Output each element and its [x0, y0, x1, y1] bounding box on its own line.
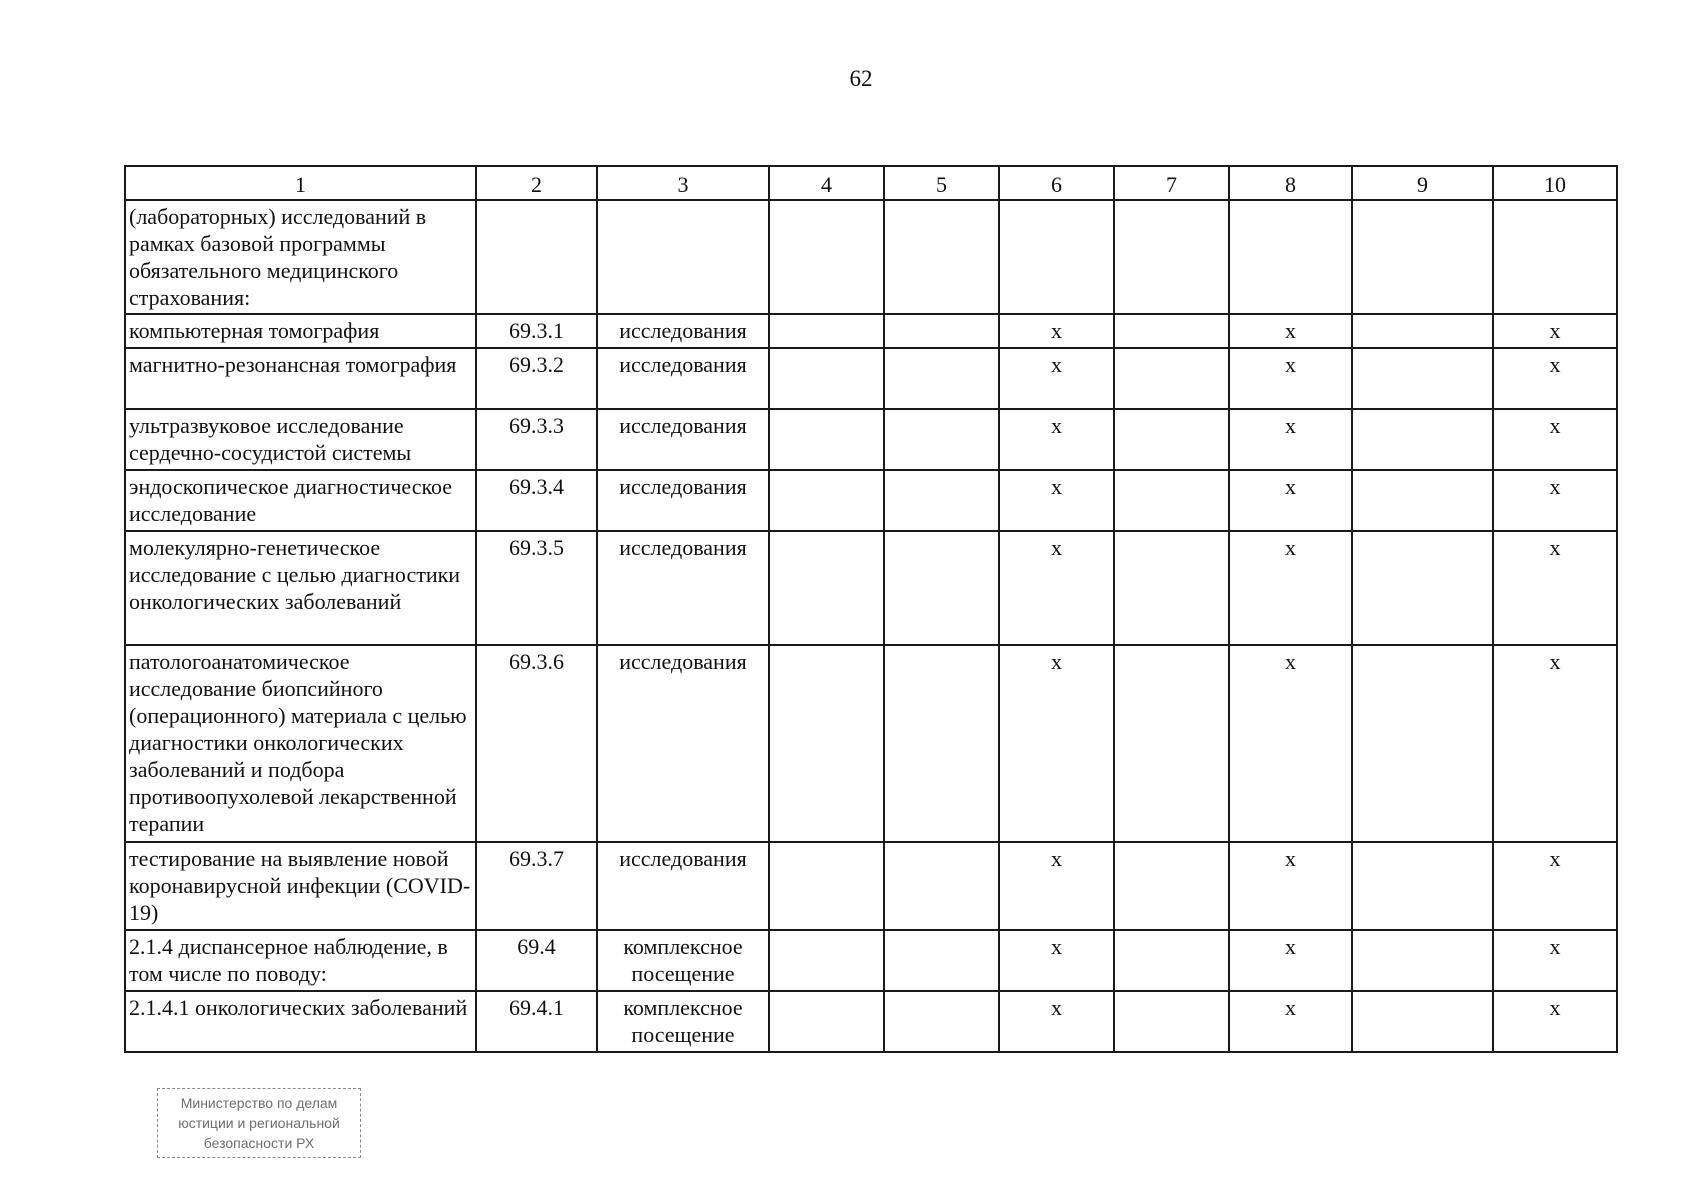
row-code: 69.3.5	[476, 531, 597, 645]
row-cell-8: х	[1229, 531, 1352, 645]
row-code: 69.3.7	[476, 842, 597, 930]
header-cell-10: 10	[1493, 166, 1617, 200]
row-name: молекулярно-генетическое исследование с целью диагностики онкологических заболеваний	[125, 531, 476, 645]
row-cell-4	[769, 842, 884, 930]
row-cell-8	[1229, 200, 1352, 314]
row-unit: исследования	[597, 348, 769, 409]
row-cell-6: х	[999, 470, 1114, 531]
row-cell-7	[1114, 842, 1229, 930]
row-name: (лабораторных) исследований в рамках базовой программы обязательного медицинского страхования:	[125, 200, 476, 314]
header-cell-4: 4	[769, 166, 884, 200]
row-cell-9	[1352, 531, 1493, 645]
row-cell-7	[1114, 348, 1229, 409]
row-cell-5	[884, 531, 999, 645]
row-cell-8: х	[1229, 470, 1352, 531]
row-cell-4	[769, 200, 884, 314]
table-row	[125, 842, 1617, 930]
row-cell-7	[1114, 470, 1229, 531]
row-cell-4	[769, 645, 884, 842]
row-cell-10: х	[1493, 531, 1617, 645]
row-cell-5	[884, 409, 999, 470]
row-cell-10: х	[1493, 470, 1617, 531]
row-cell-9	[1352, 645, 1493, 842]
row-cell-8: х	[1229, 645, 1352, 842]
row-cell-5	[884, 842, 999, 930]
row-name: тестирование на выявление новой коронавирусной инфекции (COVID-19)	[125, 842, 476, 930]
row-cell-4	[769, 991, 884, 1052]
row-cell-4	[769, 348, 884, 409]
table-row	[125, 531, 1617, 645]
row-cell-5	[884, 930, 999, 991]
row-name: компьютерная томография	[125, 314, 476, 348]
row-cell-9	[1352, 314, 1493, 348]
row-cell-9	[1352, 348, 1493, 409]
row-code: 69.3.2	[476, 348, 597, 409]
row-cell-9	[1352, 470, 1493, 531]
header-cell-5: 5	[884, 166, 999, 200]
page-number: 62	[849, 66, 873, 91]
row-cell-6: х	[999, 409, 1114, 470]
row-unit: исследования	[597, 645, 769, 842]
table-row	[125, 200, 1617, 314]
row-code: 69.4.1	[476, 991, 597, 1052]
header-cell-6: 6	[999, 166, 1114, 200]
row-code: 69.4	[476, 930, 597, 991]
row-name: магнитно-резонансная томография	[125, 348, 476, 409]
row-unit: исследования	[597, 409, 769, 470]
row-cell-6: х	[999, 645, 1114, 842]
row-cell-7	[1114, 531, 1229, 645]
row-cell-9	[1352, 200, 1493, 314]
table-row	[125, 991, 1617, 1052]
row-cell-8: х	[1229, 348, 1352, 409]
table-row	[125, 314, 1617, 348]
row-unit: исследования	[597, 531, 769, 645]
row-unit: исследования	[597, 470, 769, 531]
row-code	[476, 200, 597, 314]
data-table	[124, 165, 1618, 1053]
row-name: патологоанатомическое исследование биопсийного (операционного) материала с целью диагностики онкологических заболеваний и подбора противоопухолевой лекарственной терапии	[125, 645, 476, 842]
row-name: эндоскопическое диагностическое исследование	[125, 470, 476, 531]
row-cell-8: х	[1229, 930, 1352, 991]
row-cell-5	[884, 470, 999, 531]
row-cell-10: х	[1493, 645, 1617, 842]
row-code: 69.3.1	[476, 314, 597, 348]
row-cell-4	[769, 409, 884, 470]
row-cell-9	[1352, 842, 1493, 930]
row-unit: комплексное посещение	[597, 991, 769, 1052]
table-row	[125, 409, 1617, 470]
row-code: 69.3.6	[476, 645, 597, 842]
row-cell-10	[1493, 200, 1617, 314]
stamp-line: Министерство по делам	[180, 1095, 338, 1111]
row-cell-6: х	[999, 314, 1114, 348]
row-unit: исследования	[597, 314, 769, 348]
row-cell-9	[1352, 930, 1493, 991]
row-cell-4	[769, 470, 884, 531]
row-cell-8: х	[1229, 991, 1352, 1052]
row-cell-10: х	[1493, 409, 1617, 470]
row-unit: комплексное посещение	[597, 930, 769, 991]
row-cell-7	[1114, 314, 1229, 348]
row-unit: исследования	[597, 842, 769, 930]
row-cell-5	[884, 314, 999, 348]
row-cell-8: х	[1229, 842, 1352, 930]
row-name: ультразвуковое исследование сердечно-сосудистой системы	[125, 409, 476, 470]
row-cell-4	[769, 314, 884, 348]
row-cell-5	[884, 348, 999, 409]
header-cell-1: 1	[125, 166, 476, 200]
row-cell-4	[769, 930, 884, 991]
row-cell-7	[1114, 409, 1229, 470]
header-cell-2: 2	[476, 166, 597, 200]
row-cell-8: х	[1229, 409, 1352, 470]
row-cell-9	[1352, 409, 1493, 470]
row-cell-7	[1114, 991, 1229, 1052]
row-code: 69.3.3	[476, 409, 597, 470]
row-cell-10: х	[1493, 314, 1617, 348]
ministry-stamp	[157, 1088, 361, 1158]
header-cell-9: 9	[1352, 166, 1493, 200]
stamp-line: безопасности РХ	[203, 1135, 315, 1151]
table-row	[125, 470, 1617, 531]
row-cell-6: х	[999, 842, 1114, 930]
table-row	[125, 348, 1617, 409]
row-name: 2.1.4.1 онкологических заболеваний	[125, 991, 476, 1052]
table-row	[125, 930, 1617, 991]
row-cell-6: х	[999, 531, 1114, 645]
row-cell-7	[1114, 200, 1229, 314]
row-name: 2.1.4 диспансерное наблюдение, в том числе по поводу:	[125, 930, 476, 991]
row-cell-6	[999, 200, 1114, 314]
row-cell-6: х	[999, 930, 1114, 991]
table-row	[125, 645, 1617, 842]
row-cell-10: х	[1493, 930, 1617, 991]
row-cell-10: х	[1493, 842, 1617, 930]
row-cell-10: х	[1493, 348, 1617, 409]
row-cell-5	[884, 200, 999, 314]
row-cell-5	[884, 645, 999, 842]
header-cell-7: 7	[1114, 166, 1229, 200]
header-cell-8: 8	[1229, 166, 1352, 200]
row-cell-9	[1352, 991, 1493, 1052]
header-cell-3: 3	[597, 166, 769, 200]
stamp-line: юстиции и региональной	[178, 1115, 340, 1131]
row-cell-10: х	[1493, 991, 1617, 1052]
row-cell-4	[769, 531, 884, 645]
header-row	[125, 166, 1617, 200]
row-cell-8: х	[1229, 314, 1352, 348]
row-cell-6: х	[999, 991, 1114, 1052]
row-code: 69.3.4	[476, 470, 597, 531]
row-cell-6: х	[999, 348, 1114, 409]
row-cell-7	[1114, 645, 1229, 842]
row-cell-5	[884, 991, 999, 1052]
row-unit	[597, 200, 769, 314]
row-cell-7	[1114, 930, 1229, 991]
